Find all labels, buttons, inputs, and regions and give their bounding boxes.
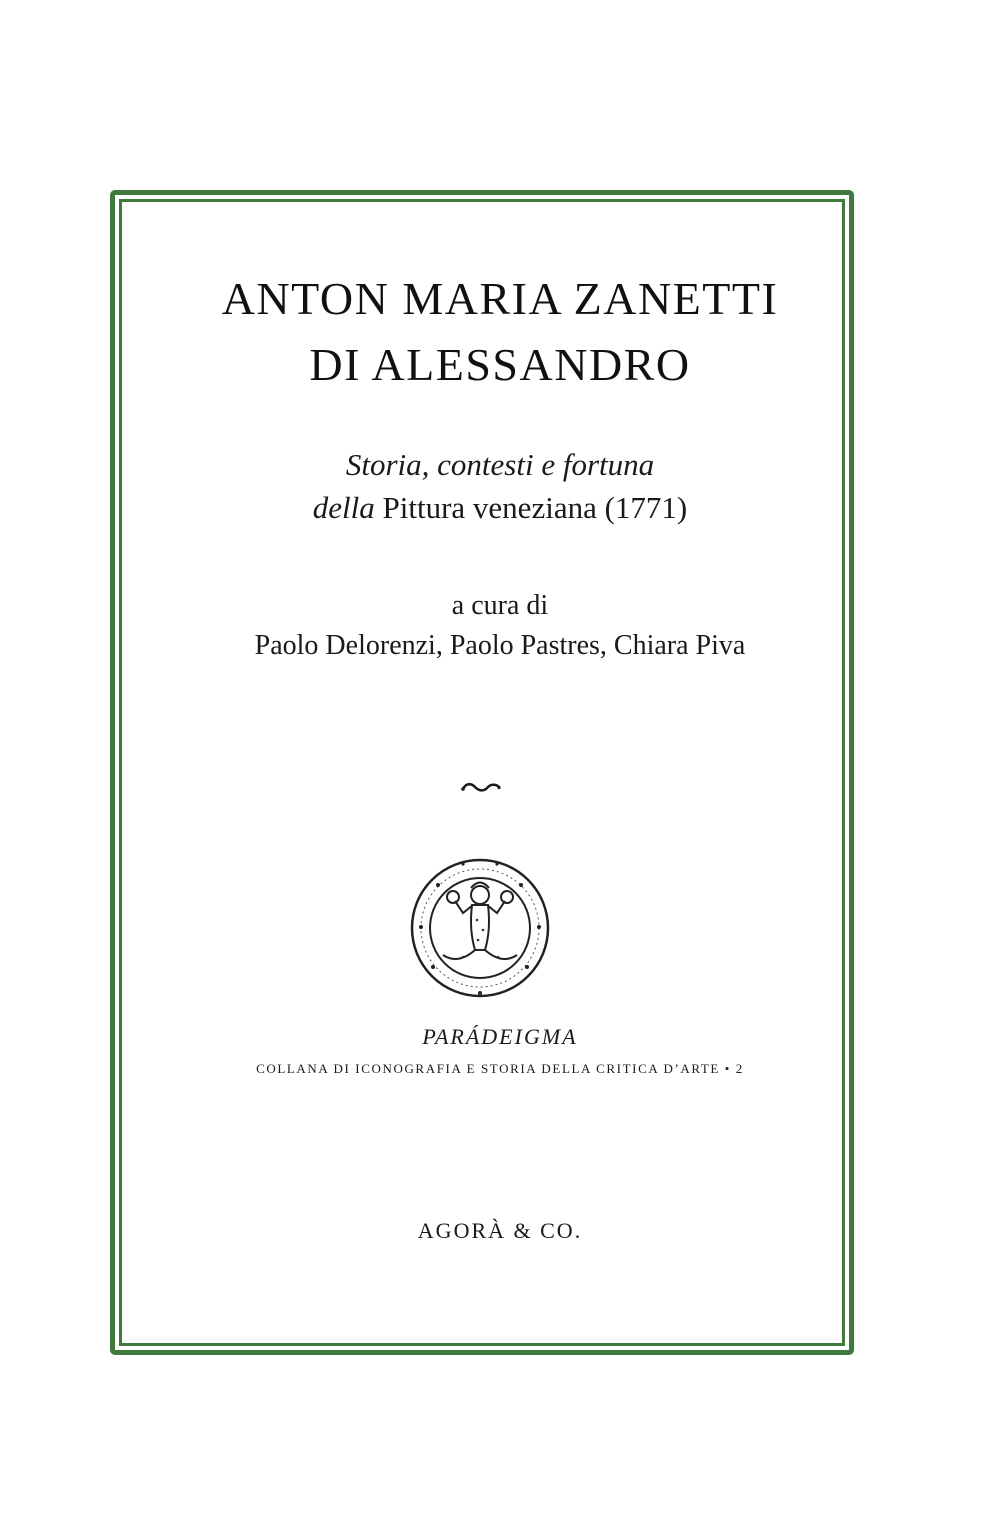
swash-ornament-icon xyxy=(460,778,502,798)
editors-intro: a cura di xyxy=(451,590,549,621)
editors-names: Paolo Delorenzi, Paolo Pastres, Chiara Piva xyxy=(254,630,746,661)
subtitle-rest: Pittura veneziana (1771) xyxy=(374,490,688,525)
series-subtitle: COLLANA DI ICONOGRAFIA E STORIA DELLA CRITICA D’ARTE • 2 xyxy=(256,1061,744,1076)
subtitle-italic-word: della xyxy=(312,490,375,525)
siren-ouroboros-emblem-icon xyxy=(403,855,558,1005)
series-title: PARÁDEIGMA xyxy=(422,1024,578,1049)
book-title-line-2: DI ALESSANDRO xyxy=(309,339,691,390)
book-subtitle-line-2 xyxy=(0,490,1000,526)
publisher-name: AGORÀ & CO. xyxy=(417,1218,583,1243)
book-title-line-1: ANTON MARIA ZANETTI xyxy=(221,273,779,324)
book-subtitle-line-1: Storia, contesti e fortuna xyxy=(345,447,655,482)
